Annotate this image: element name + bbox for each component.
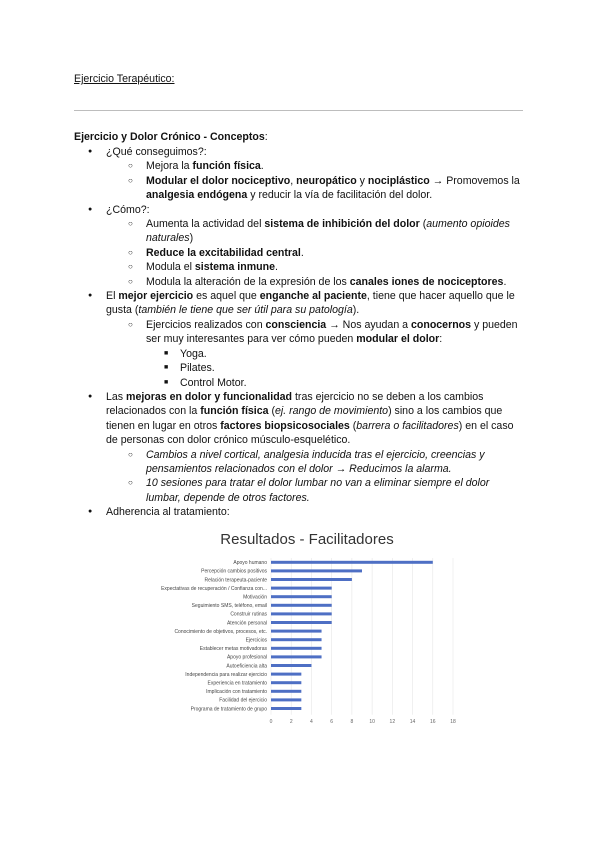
x-tick-label: 18 — [450, 718, 456, 725]
list-item-como — [0, 203, 600, 289]
bar — [271, 673, 301, 676]
bar — [271, 569, 362, 572]
text: Ejercicios realizados con — [146, 318, 266, 331]
bold-text: mejor ejercicio — [118, 290, 194, 303]
bold-text: nociplástico — [367, 174, 430, 187]
bold-text: consciencia — [265, 318, 327, 331]
text: y — [356, 174, 368, 187]
bold-text: sistema de inhibición del dolor — [264, 218, 420, 231]
bold-text: función física — [192, 160, 261, 173]
x-tick-label: 4 — [310, 718, 313, 725]
text: y reducir la vía de facilitación del dolor. — [247, 189, 433, 202]
text: , — [290, 174, 297, 187]
bold-text: conocernos — [410, 318, 472, 331]
text: y pueden ser muy interesantes para ver cómo pueden — [146, 318, 518, 346]
text: , tiene que hacer aquello que le gusta ( — [106, 290, 515, 317]
category-label: Experiencia en tratamiento — [207, 680, 267, 687]
text: ( — [268, 405, 275, 418]
main-bullet-list — [0, 145, 600, 520]
bar — [271, 604, 332, 607]
heading-colon: : — [264, 131, 268, 143]
list-item-pilates: ■ Pilates. — [0, 361, 600, 375]
italic-text: Cambios a nivel cortical, analgesia inducida tras el ejercicio, creencias y pensamientos relacionados con el dolor → Reducimos la alarma. — [146, 448, 485, 475]
x-tick-label: 14 — [409, 718, 416, 725]
category-label: Motivación — [243, 594, 267, 601]
chart-title: Resultados - Facilitadores — [220, 531, 394, 548]
chart-svg — [155, 528, 460, 733]
bar — [271, 595, 332, 598]
sub-sub-list — [0, 347, 600, 390]
text: Adherencia al tratamiento: — [106, 506, 230, 519]
list-item-yoga: ■ Yoga. — [0, 347, 600, 361]
sub-item — [0, 318, 600, 390]
text: Modula el — [146, 261, 195, 274]
text: Aumenta la actividad del — [146, 218, 265, 231]
bold-text: enganche al paciente — [259, 290, 367, 303]
text: ) sino a los cambios que tienen en lugar en otros — [106, 405, 503, 432]
question-text: ¿Cómo?: — [106, 203, 150, 216]
text: . — [260, 160, 264, 173]
italic-text: 10 sesiones para tratar el dolor lumbar no van a eliminar siempre el dolor lumbar, depende de otros factores. — [146, 477, 490, 504]
category-label: Programa de tratamiento de grupo — [190, 706, 267, 713]
x-tick-label: 6 — [330, 718, 334, 725]
sub-list — [0, 448, 600, 506]
text: Modula la alteración de la expresión de los — [146, 275, 350, 288]
text: ) — [189, 232, 194, 245]
text: . — [300, 246, 304, 259]
sub-item — [0, 159, 600, 173]
question-text: ¿Qué conseguimos?: — [106, 146, 207, 158]
bar — [271, 630, 322, 633]
category-label: Establecer metas motivadoras — [199, 646, 267, 653]
text: . — [503, 275, 507, 288]
category-label: Seguimiento SMS, teléfono, email — [191, 603, 267, 610]
category-label: Ejercicios — [245, 637, 267, 644]
bar — [271, 578, 352, 581]
italic-text: también le tiene que ser útil para su patología — [138, 304, 353, 317]
bar — [271, 587, 332, 590]
bar — [271, 698, 301, 701]
text: El — [106, 290, 119, 303]
sub-item — [0, 260, 600, 274]
x-tick-label: 16 — [429, 718, 436, 725]
category-label: Facilidad del ejercicio — [219, 697, 267, 704]
text: . — [274, 261, 278, 274]
list-item-mejor-ejercicio — [0, 289, 600, 390]
bold-text: neuropático — [296, 174, 357, 187]
bold-text: Modular el dolor nociceptivo — [146, 174, 291, 187]
list-item-adherencia — [0, 505, 600, 519]
category-label: Autoeficiencia alta — [226, 663, 267, 670]
sub-item — [0, 174, 600, 203]
text: ) en el caso de personas con dolor crónico músculo-esquelético. — [106, 419, 514, 447]
list-item-mejoras — [0, 390, 600, 505]
bar — [271, 621, 332, 624]
list-item-que-conseguimos — [0, 145, 600, 203]
category-label: Conocimiento de objetivos, procesos, etc. — [174, 628, 267, 635]
italic-text: barrera o facilitadores — [356, 419, 459, 432]
category-label: Implicación con tratamiento — [206, 689, 267, 696]
bold-text: mejoras en dolor y funcionalidad — [126, 390, 293, 403]
bold-text: canales iones de nociceptores — [349, 275, 504, 288]
text: tras ejercicio no se deben a los cambios relacionados con la — [106, 390, 484, 418]
category-label: Percepción cambios positivos — [201, 568, 267, 575]
heading-text: Ejercicio y Dolor Crónico - Conceptos — [74, 131, 265, 143]
text: Las — [106, 390, 127, 403]
sub-list — [0, 159, 600, 202]
sub-item — [0, 217, 600, 246]
italic-text: ej. rango de movimiento — [275, 405, 389, 418]
text: → Promovemos la — [429, 174, 520, 187]
bold-text: factores biopsicosociales — [220, 419, 350, 432]
sub-item — [0, 246, 600, 260]
x-tick-label: 8 — [350, 718, 354, 725]
document-title: Ejercicio Terapéutico: — [74, 73, 175, 85]
text: ). — [352, 304, 360, 317]
x-tick-label: 12 — [389, 718, 396, 725]
category-label: Relación terapeuta-paciente — [204, 577, 267, 584]
x-tick-label: 0 — [269, 718, 273, 725]
bold-text: sistema inmune — [194, 261, 275, 274]
text: Mejora la — [146, 160, 193, 173]
text: es aquel que — [193, 290, 260, 303]
category-label: Apoyo humano — [233, 560, 267, 567]
list-item-control-motor: ■ Control Motor. — [0, 376, 600, 390]
bar — [271, 638, 322, 641]
sub-list — [0, 318, 600, 390]
content — [0, 145, 600, 520]
sub-item — [0, 448, 600, 477]
horizontal-rule — [74, 110, 523, 111]
category-label: Construir rutinas — [230, 611, 267, 618]
section-heading — [74, 130, 268, 144]
bold-text: función física — [200, 405, 269, 418]
bold-text: modular el dolor — [356, 333, 440, 346]
category-label: Expectativas de recuperación / Confianza con... — [161, 585, 267, 592]
bar — [271, 561, 433, 564]
bar — [271, 612, 332, 615]
bar — [271, 655, 322, 658]
bar — [271, 664, 311, 667]
bar — [271, 681, 301, 684]
text: ( — [419, 218, 427, 231]
text: ( — [349, 419, 357, 432]
sub-item — [0, 476, 600, 505]
category-label: Atención personal — [226, 620, 267, 627]
bold-text: analgesia endógena — [146, 189, 248, 202]
sub-item — [0, 275, 600, 289]
x-tick-label: 10 — [369, 718, 375, 725]
text: : — [439, 333, 443, 346]
bold-text: Reduce la excitabilidad central — [146, 246, 301, 259]
bar — [271, 690, 301, 693]
bar — [271, 647, 322, 650]
sub-list — [0, 217, 600, 289]
category-label: Apoyo profesional — [226, 654, 267, 661]
italic-text: aumento opioides naturales — [146, 218, 510, 245]
category-label: Independencia para realizar ejercicio — [185, 671, 267, 678]
bar — [271, 707, 301, 710]
text: → Nos ayudan a — [326, 318, 411, 331]
bar-chart — [155, 528, 460, 733]
x-tick-label: 2 — [289, 718, 293, 725]
